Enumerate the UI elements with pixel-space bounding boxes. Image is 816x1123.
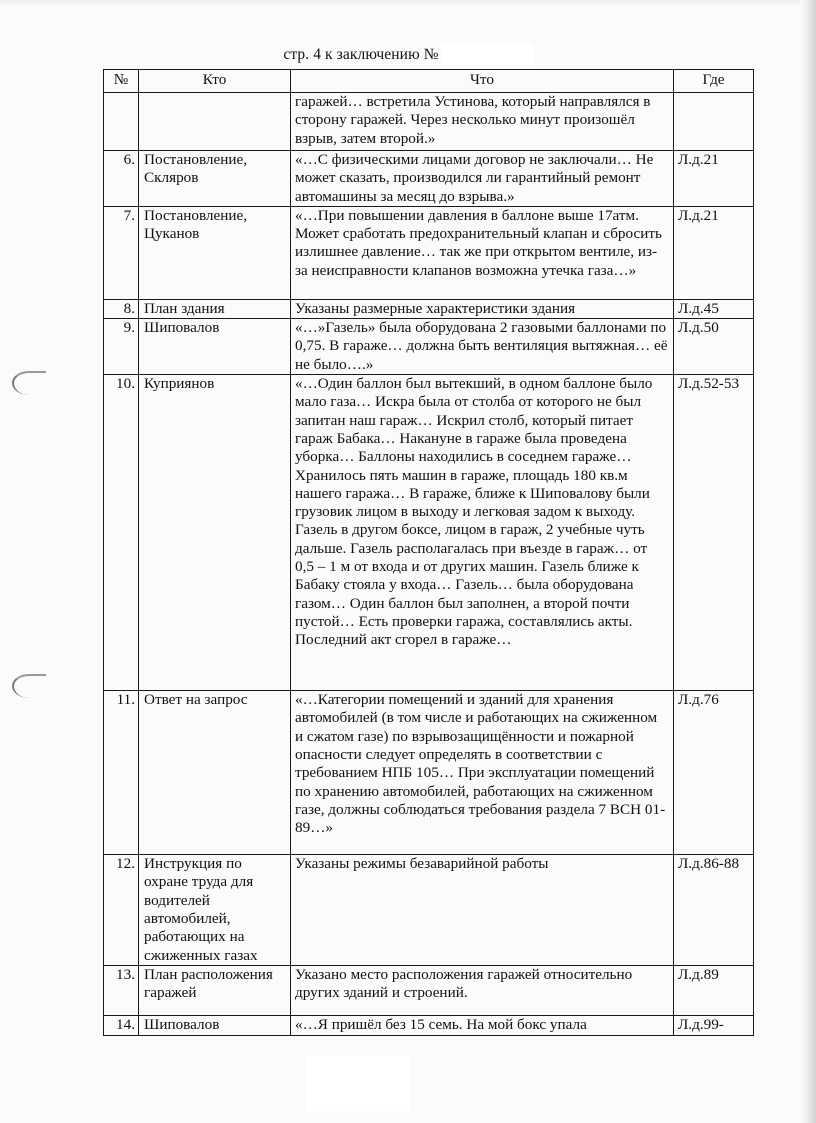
cell-who (139, 93, 291, 151)
cell-what: «…С физическими лицами договор не заключали… Не может сказать, производился ли гарантийный ремонт автомашины за месяц до взрыва.» (291, 151, 674, 207)
cell-who: Постановление, Скляров (139, 151, 291, 207)
cell-what: «…При повышении давления в баллоне выше 17атм. Может сработать предохранительный клапан и сбросить излишнее давление… так же при открытом вентиле, из-за неисправности клапанов возможна утечка газа…» (291, 206, 674, 299)
table-row (104, 93, 754, 151)
redacted-number (441, 43, 533, 65)
punch-hole (12, 674, 46, 698)
cell-number: 11. (104, 691, 139, 855)
cell-where: Л.д.89 (674, 965, 754, 1015)
table-row (104, 965, 754, 1015)
cell-where: Л.д.86-88 (674, 855, 754, 966)
table-row (104, 151, 754, 207)
cell-number: 14. (104, 1015, 139, 1035)
page-header (0, 43, 816, 65)
cell-number: 6. (104, 151, 139, 207)
cell-where (674, 93, 754, 151)
paper-right-edge (800, 0, 816, 1123)
cell-who: Инструкция по охране труда для водителей автомобилей, работающих на сжиженных газах (139, 855, 291, 966)
column-header-number: № (104, 70, 139, 93)
cell-number: 7. (104, 206, 139, 299)
cell-where: Л.д.45 (674, 299, 754, 318)
cell-number: 8. (104, 299, 139, 318)
paper-top-edge (0, 0, 816, 6)
cell-where: Л.д.21 (674, 206, 754, 299)
cell-where: Л.д.76 (674, 691, 754, 855)
cell-who: План здания (139, 299, 291, 318)
cell-number (104, 93, 139, 151)
column-header-who: Кто (139, 70, 291, 93)
cell-what: «…Я пришёл без 15 семь. На мой бокс упала (291, 1015, 674, 1035)
redacted-area (306, 1055, 410, 1111)
punch-hole (12, 371, 46, 395)
table-row (104, 375, 754, 691)
cell-who: Постановление, Цуканов (139, 206, 291, 299)
cell-who: Ответ на запрос (139, 691, 291, 855)
column-header-where: Где (674, 70, 754, 93)
cell-where: Л.д.50 (674, 319, 754, 375)
cell-where: Л.д.99- (674, 1015, 754, 1035)
cell-what: «…Категории помещений и зданий для хранения автомобилей (в том числе и работающих на сжиженном и сжатом газе) по взрывозащищённости и пожарной опасности следует определять в соответствии с требованием НПБ 105… При эксплуатации помещений по хранению автомобилей, работающих на сжиженном газе, должны соблюдаться требования раздела 7 ВСН 01-89…» (291, 691, 674, 855)
cell-what: Указаны режимы безаварийной работы (291, 855, 674, 966)
cell-what: Указано место расположения гаражей относительно других зданий и строений. (291, 965, 674, 1015)
cell-number: 9. (104, 319, 139, 375)
cell-what: Указаны размерные характеристики здания (291, 299, 674, 318)
cell-number: 13. (104, 965, 139, 1015)
cell-who: План расположения гаражей (139, 965, 291, 1015)
cell-what: гаражей… встретила Устинова, который направлялся в сторону гаражей. Через несколько минут произошёл взрыв, затем второй.» (291, 93, 674, 151)
cell-number: 10. (104, 375, 139, 691)
table-row (104, 206, 754, 299)
table-row (104, 855, 754, 966)
column-header-what: Что (291, 70, 674, 93)
table-row (104, 1015, 754, 1035)
cell-who: Шиповалов (139, 319, 291, 375)
evidence-table (103, 69, 754, 1036)
cell-who: Шиповалов (139, 1015, 291, 1035)
cell-number: 12. (104, 855, 139, 966)
cell-where: Л.д.21 (674, 151, 754, 207)
cell-what: «…Один баллон был вытекший, в одном баллоне было мало газа… Искра была от столба от которого не был запитан наш гараж… Искрил столб, который питает гараж Бабака… Накануне в гараже была проведена уборка… Баллоны находились в соседнем гараже… Хранилось пять машин в гараже, площадь 180 кв.м нашего гаража… В гараже, ближе к Шиповалову были грузовик лицом в выходу и легковая задом к выходу. Газель в другом боксе, лицом в гараж, 2 учебные чуть дальше. Газель располагалась при въезде в гараж… от 0,5 – 1 м от входа и от других машин. Газель ближе к Бабаку стояла у входа… Газель… была оборудована газом… Один баллон был заполнен, а второй почти пустой… Есть проверки гаража, составлялись акты. Последний акт сгорел в гараже… (291, 375, 674, 691)
cell-who: Куприянов (139, 375, 291, 691)
table-row (104, 691, 754, 855)
table-row (104, 299, 754, 318)
cell-where: Л.д.52-53 (674, 375, 754, 691)
table-header-row (104, 70, 754, 93)
cell-what: «…»Газель» была оборудована 2 газовыми баллонами по 0,75. В гараже… должна быть вентиляция вытяжная… её не было….» (291, 319, 674, 375)
page-header-text: стр. 4 к заключению № (283, 46, 439, 63)
table-row (104, 319, 754, 375)
